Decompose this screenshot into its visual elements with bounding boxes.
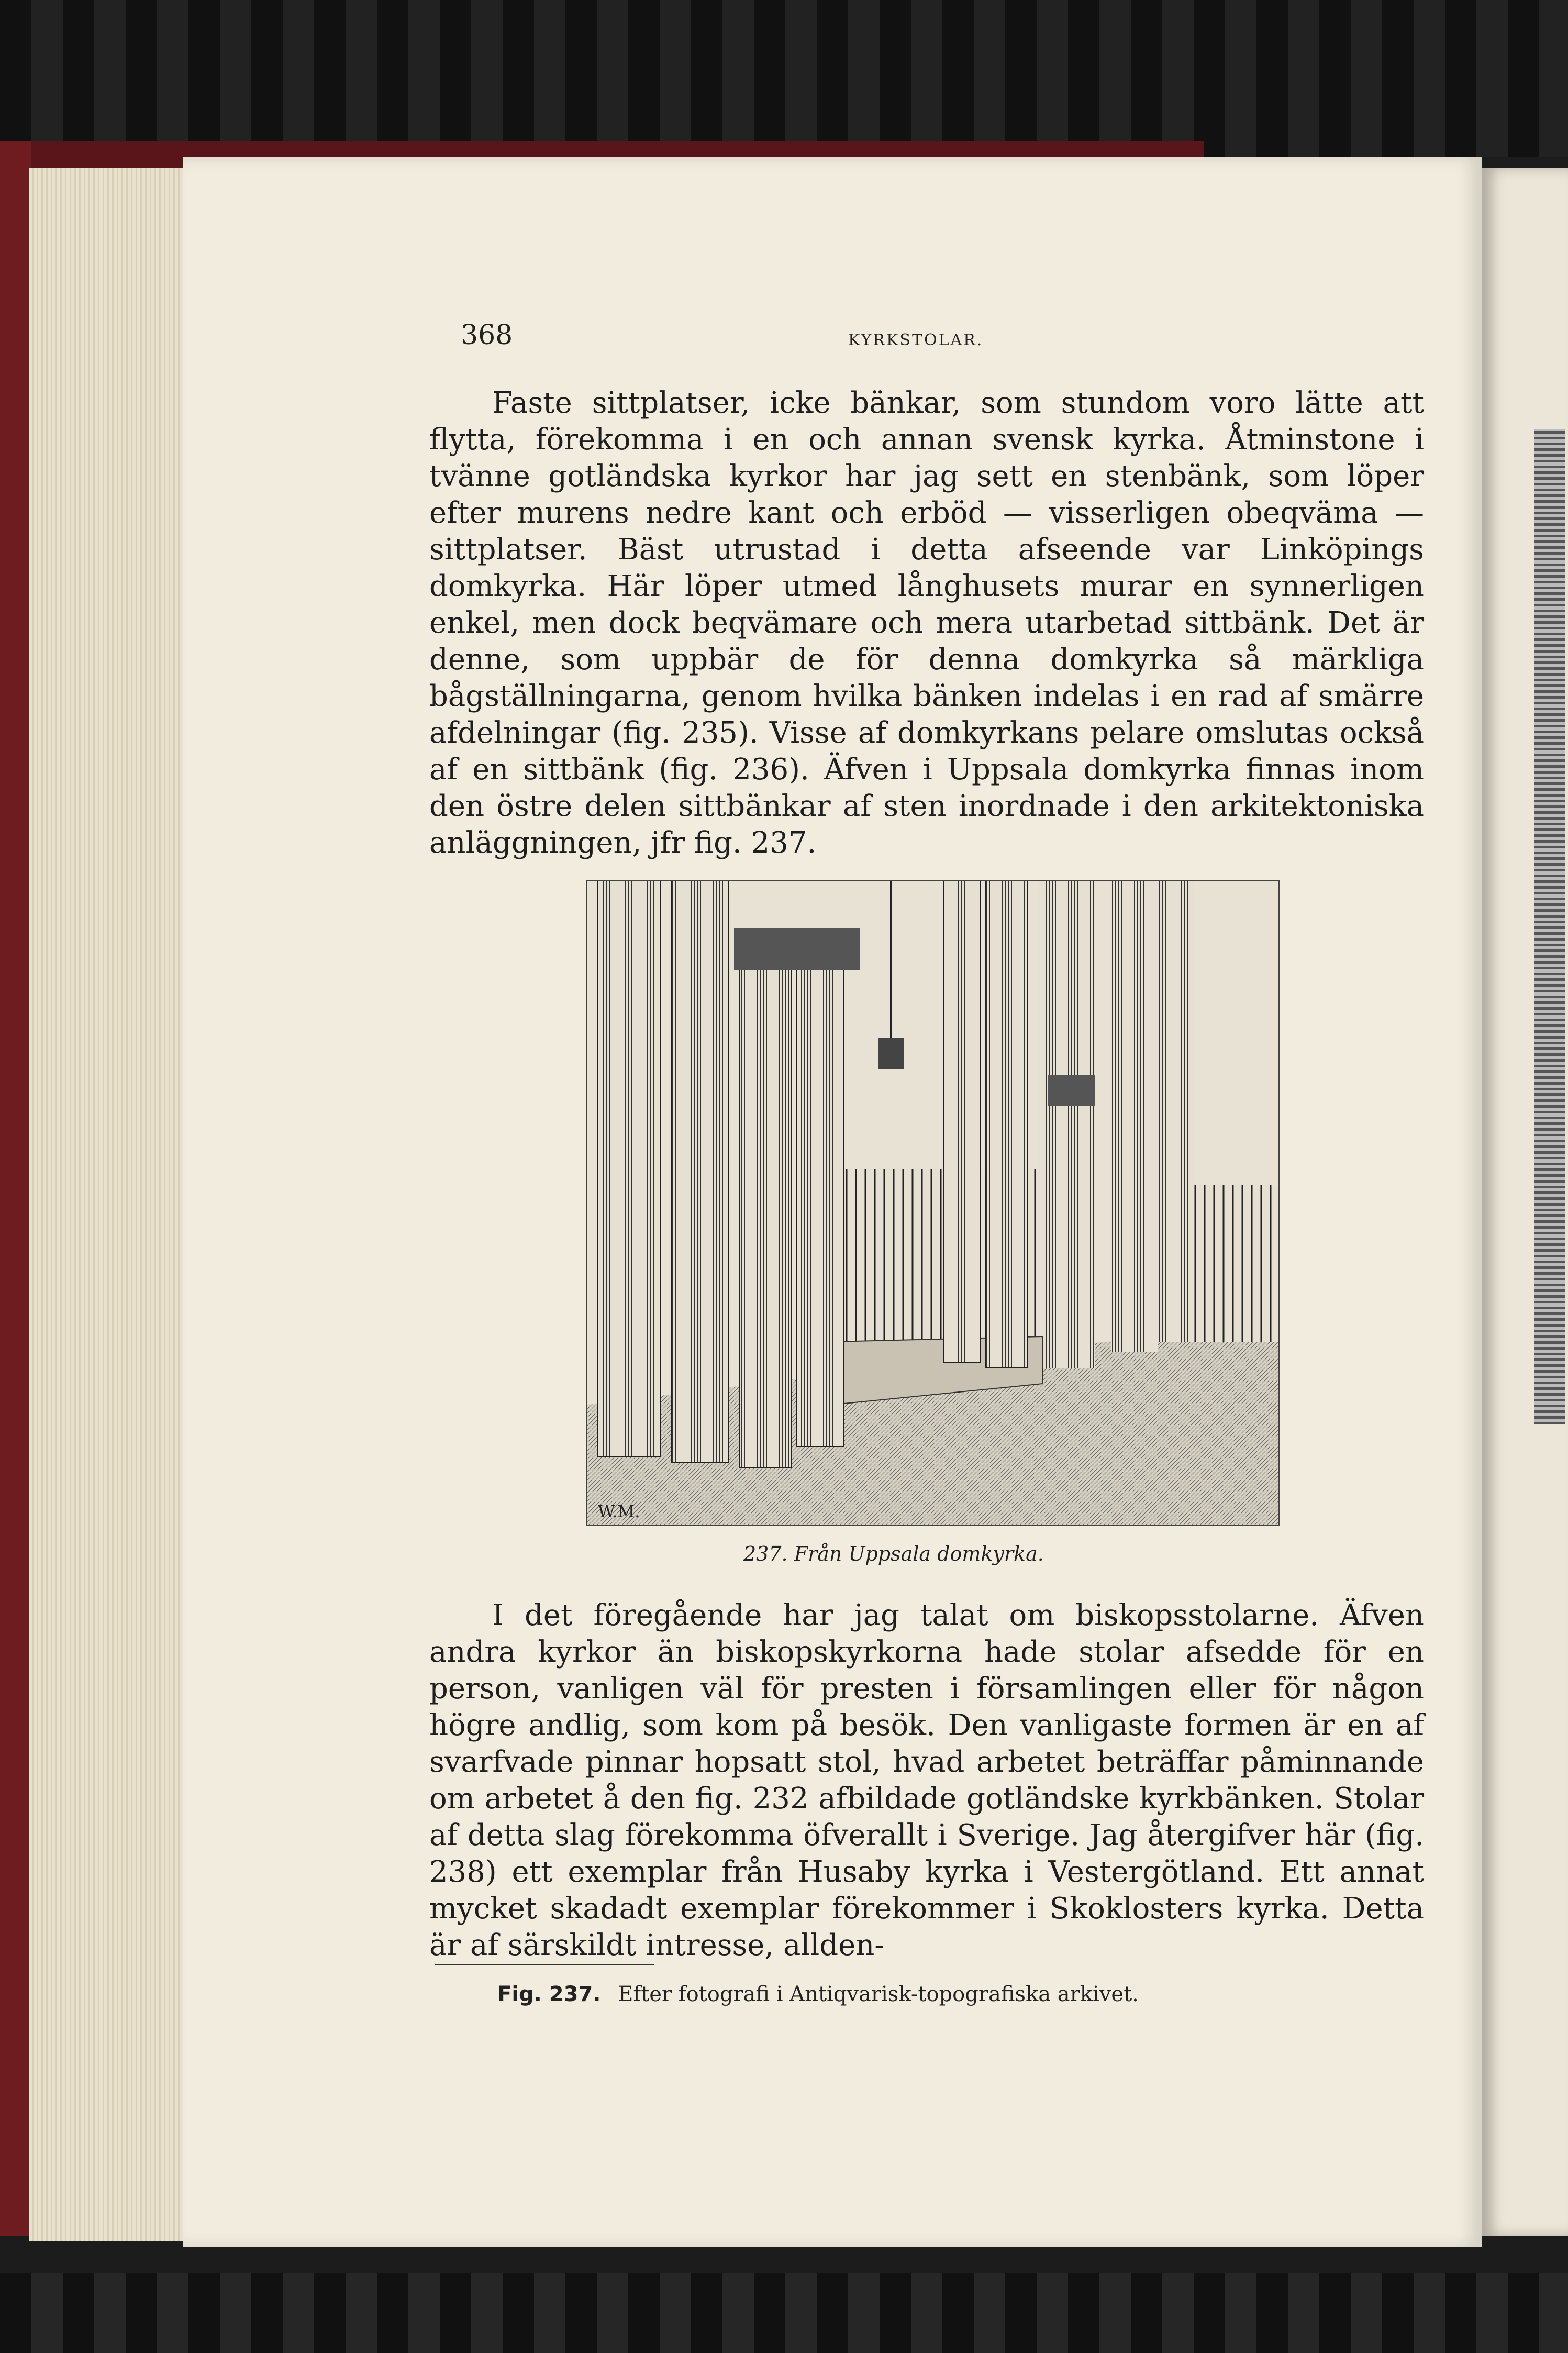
footnote-text: Efter fotografi i Antiqvarisk-topografiska arkivet. [618, 1982, 1139, 2006]
page-header [461, 319, 1429, 361]
caption-number: 237. [743, 1542, 788, 1565]
page-number: 368 [461, 319, 513, 351]
caption-text: Från Uppsala domkyrka. [794, 1542, 1044, 1565]
paragraph-2: I det föregående har jag talat om biskopsstolarne. Äfven andra kyrkor än biskopskyrkorna hade stolar afsedde för en person, vanligen väl för presten i församlingen eller för någon högre andlig, som kom på besök. Den vanligaste formen är en af svarfvade pinnar hopsatt stol, hvad arbetet beträffar påminnande om arbetet å den fig. 232 afbildade gotländske kyrkbänken. Stolar af detta slag förekomma öfverallt i Sverige. Jag återgifver här (fig. 238) ett exemplar från Husaby kyrka i Vestergötland. Ett annat mycket skadadt exemplar förekommer i Skoklosters kyrka. Detta är af särskildt intresse, allden- [429, 1598, 1424, 1962]
footnote [497, 1982, 1139, 2006]
scanner-background-top [0, 0, 1568, 157]
paragraph-1: Faste sittplatser, icke bänkar, som stundom voro lätte att flytta, förekomma i en och annan svensk kyrka. Åtminstone i tvänne gotländska kyrkor har jag sett en stenbänk, som löper efter murens nedre kant och erböd — visserligen obeqväma — sittplatser. Bäst utrustad i detta afseende var Linköpings domkyrka. Här löper utmed långhusets murar en synnerligen enkel, men dock beqvämare och mera utarbetad sittbänk. Det är denne, som uppbär de för denna domkyrka så märkliga bågställningarna, genom hvilka bänken indelas i en rad af smärre afdelningar (fig. 235). Visse af domkyrkans pelare omslutas också af en sittbänk (fig. 236). Äfven i Uppsala domkyrka finnas inom den östre delen sittbänkar af sten inordnade i den arkitektoniska anläggningen, jfr fig. 237. [429, 386, 1424, 860]
engraver-signature: W.M. [598, 1501, 640, 1521]
book-cover [0, 141, 31, 2236]
running-head: KYRKSTOLAR. [848, 331, 984, 349]
footnote-label: Fig. 237. [497, 1982, 601, 2006]
cathedral-interior-illustration [587, 881, 1278, 1525]
page-edges [29, 168, 186, 2241]
next-page-edge [1482, 168, 1568, 2236]
figure-237-engraving [586, 880, 1280, 1526]
scanner-background-bottom [0, 2273, 1568, 2353]
next-page-illustration [1534, 429, 1565, 1424]
figure-caption [743, 1542, 1044, 1565]
footnote-rule [435, 1964, 654, 1965]
